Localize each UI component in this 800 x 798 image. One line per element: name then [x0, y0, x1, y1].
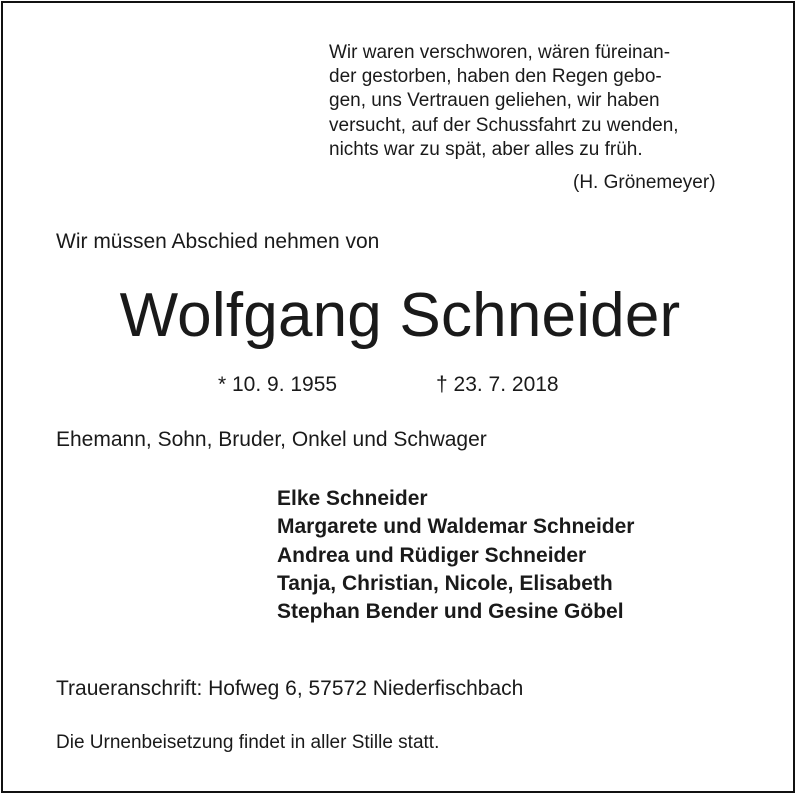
- quote-line: gen, uns Vertrauen geliehen, wir haben: [329, 90, 660, 112]
- death-date: † 23. 7. 2018: [436, 373, 559, 396]
- quote-line: Wir waren verschworen, wären füreinan-: [329, 42, 671, 63]
- quote-line: nichts war zu spät, aber alles zu früh.: [329, 138, 643, 160]
- mourning-address: Traueranschrift: Hofweg 6, 57572 Niederfischbach: [56, 677, 524, 700]
- deceased-name: Wolfgang Schneider: [119, 281, 681, 350]
- mourner-name: Tanja, Christian, Nicole, Elisabeth: [277, 571, 613, 595]
- burial-note: Die Urnenbeisetzung findet in aller Stille statt.: [56, 732, 440, 753]
- birth-date: * 10. 9. 1955: [218, 373, 338, 396]
- mourner-name: Andrea und Rüdiger Schneider: [277, 543, 587, 567]
- quote-line: versucht, auf der Schussfahrt zu wenden,: [329, 114, 679, 136]
- quote-block: [329, 41, 749, 193]
- mourner-name: Elke Schneider: [277, 487, 428, 510]
- relation-text: Ehemann, Sohn, Bruder, Onkel und Schwager: [56, 428, 487, 451]
- quote-line: der gestorben, haben den Regen gebo-: [329, 66, 662, 88]
- intro-text: Wir müssen Abschied nehmen von: [56, 230, 380, 253]
- mourners-list: [277, 485, 634, 626]
- mourner-name: Margarete und Waldemar Schneider: [277, 515, 635, 539]
- mourner-name: Stephan Bender und Gesine Göbel: [277, 600, 624, 624]
- quote-author: (H. Grönemeyer): [573, 172, 716, 193]
